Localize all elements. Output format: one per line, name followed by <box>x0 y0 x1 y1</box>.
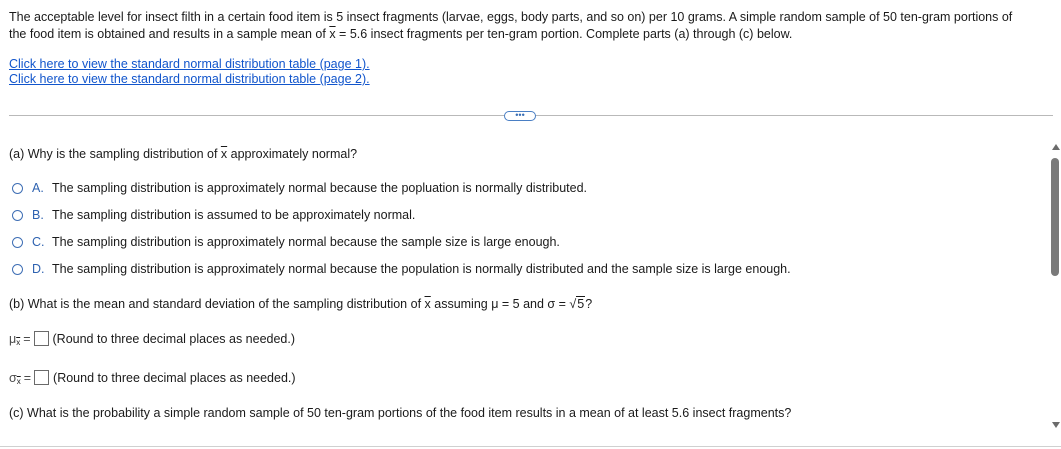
part-b-question <box>9 297 592 311</box>
xbar-subscript: $\overline{x}$ <box>16 377 21 386</box>
option-letter: C. <box>32 235 45 249</box>
part-b-prompt-end: ? <box>585 297 593 311</box>
sigma-symbol: σ <box>9 370 17 385</box>
radio-button[interactable] <box>12 210 23 221</box>
option-text: The sampling distribution is approximately normal because the sample size is large enough. <box>52 235 560 249</box>
equals-sign: = <box>23 331 31 346</box>
problem-line-1: The acceptable level for insect filth in a certain food item is 5 insect fragments (larvae, eggs, body parts, and so on) per 10 grams. A simple random sample of 50 ten-gram portions of <box>9 10 1013 24</box>
mu-symbol: μ <box>9 331 17 346</box>
option-text: The sampling distribution is approximately normal because the population is normally distributed and the sample size is large enough. <box>52 262 791 276</box>
option-text: The sampling distribution is approximately normal because the popluation is normally distributed. <box>52 181 587 195</box>
problem-statement <box>9 9 1054 43</box>
mean-answer-row <box>9 331 295 346</box>
xbar-symbol: $\overline{x}$ <box>329 27 336 41</box>
scroll-up-arrow-icon[interactable] <box>1052 144 1060 150</box>
scroll-thumb[interactable] <box>1051 158 1059 276</box>
option-d[interactable] <box>12 262 791 276</box>
option-text: The sampling distribution is assumed to be approximately normal. <box>52 208 416 222</box>
vertical-scrollbar[interactable] <box>1049 144 1061 429</box>
option-letter: B. <box>32 208 44 222</box>
sd-answer-input[interactable] <box>34 370 49 385</box>
scroll-down-arrow-icon[interactable] <box>1052 422 1060 428</box>
part-c-prompt: (c) What is the probability a simple random sample of 50 ten-gram portions of the food item results in a mean of at least 5.6 insect fragments? <box>9 406 792 420</box>
radio-button[interactable] <box>12 183 23 194</box>
radio-button[interactable] <box>12 264 23 275</box>
round-note: (Round to three decimal places as needed.) <box>53 370 296 385</box>
problem-line-2-end: = 5.6 insect fragments per ten-gram portion. Complete parts (a) through (c) below. <box>335 27 793 41</box>
bottom-divider <box>0 446 1061 447</box>
sqrt-value: 5 <box>577 297 585 311</box>
part-a-prompt-start: (a) Why is the sampling distribution of <box>9 147 221 161</box>
option-b[interactable] <box>12 208 415 222</box>
mean-answer-input[interactable] <box>34 331 49 346</box>
normal-table-page1-link[interactable]: Click here to view the standard normal distribution table (page 1). <box>9 57 370 71</box>
part-b-prompt-start: (b) What is the mean and standard deviation of the sampling distribution of <box>9 297 425 311</box>
option-a[interactable] <box>12 181 587 195</box>
equals-sign: = <box>23 370 32 385</box>
xbar-symbol: $\overline{x}$ <box>424 297 431 311</box>
option-letter: D. <box>32 262 45 276</box>
round-note: (Round to three decimal places as needed.) <box>52 331 296 346</box>
xbar-symbol: $\overline{x}$ <box>220 147 228 161</box>
sqrt-icon: √ <box>569 297 577 311</box>
normal-table-page2-link[interactable]: Click here to view the standard normal distribution table (page 2). <box>9 72 370 86</box>
option-letter: A. <box>32 181 44 195</box>
problem-line-2-start: the food item is obtained and results in a sample mean of <box>9 27 330 41</box>
radio-button[interactable] <box>12 237 23 248</box>
part-a-prompt-end: approximately normal? <box>227 147 358 161</box>
more-options-button[interactable]: ••• <box>504 111 536 121</box>
sd-answer-row <box>9 370 296 385</box>
part-c-question <box>9 406 791 420</box>
part-a-question <box>9 147 357 161</box>
xbar-subscript: $\overline{x}$ <box>16 338 21 347</box>
option-c[interactable] <box>12 235 560 249</box>
part-b-prompt-mid: assuming μ = 5 and σ = <box>430 297 570 311</box>
table-links <box>9 57 370 87</box>
